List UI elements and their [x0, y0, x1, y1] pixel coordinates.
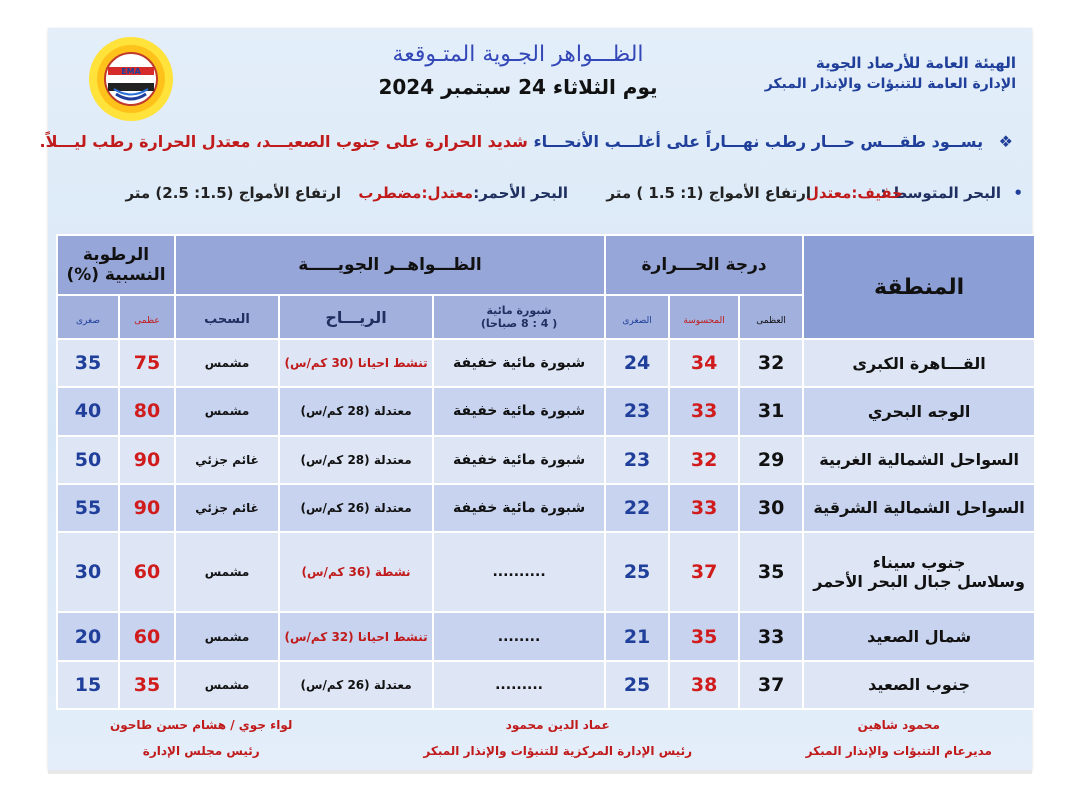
- region-cell: جنوب الصعيد: [803, 661, 1035, 709]
- clouds-cell: غائم جزئي: [175, 436, 279, 484]
- forecast-table: [56, 234, 1036, 710]
- ema-logo: [86, 34, 176, 124]
- fog-cell: شبورة مائية خفيفة: [433, 436, 605, 484]
- wind-cell: معتدلة (28 كم/س): [279, 436, 433, 484]
- hum-min-cell: 40: [57, 387, 119, 435]
- signature-chairman: [110, 718, 292, 758]
- hum-max-cell: 60: [119, 612, 175, 660]
- signature-forecast-director: [806, 718, 992, 758]
- wind-cell: معتدلة (26 كم/س): [279, 661, 433, 709]
- max-cell: 37: [739, 661, 803, 709]
- wind-cell: تنشط احيانا (32 كم/س): [279, 612, 433, 660]
- bullet-icon: •: [1013, 184, 1023, 202]
- region-line1: جنوب سيناء: [872, 553, 966, 573]
- min-cell: 21: [605, 612, 669, 660]
- fog-cell: شبورة مائية خفيفة: [433, 387, 605, 435]
- hum-min-cell: 50: [57, 436, 119, 484]
- humidity-header: الرطوبة النسبية (%): [57, 235, 175, 295]
- table-row: [57, 339, 1035, 387]
- fog-time-header: ( 4 : 8 صباحا): [480, 317, 558, 330]
- region-cell: [803, 532, 1035, 612]
- feels-cell: 38: [669, 661, 739, 709]
- max-cell: 33: [739, 612, 803, 660]
- max-cell: 35: [739, 532, 803, 612]
- clouds-header: السحب: [204, 311, 250, 327]
- table-row: [57, 532, 1035, 612]
- feels-cell: 34: [669, 339, 739, 387]
- clouds-cell: مشمس: [175, 339, 279, 387]
- temperature-header: درجة الحـــرارة: [605, 235, 803, 295]
- min-cell: 25: [605, 532, 669, 612]
- page-shadow: [48, 770, 1032, 774]
- feels-cell: 35: [669, 612, 739, 660]
- hum-min-cell: 30: [57, 532, 119, 612]
- table-row: [57, 387, 1035, 435]
- fog-cell: .........: [433, 661, 605, 709]
- svg-text:EMA: EMA: [121, 67, 141, 76]
- region-line2: وسلاسل جبال البحر الأحمر: [813, 572, 1025, 592]
- clouds-cell: مشمس: [175, 612, 279, 660]
- min-cell: 25: [605, 661, 669, 709]
- weather-summary: [39, 132, 1013, 151]
- feels-temp-header: المحسوسة: [683, 315, 725, 326]
- feels-cell: 37: [669, 532, 739, 612]
- signatory-name: محمود شاهين: [857, 718, 940, 732]
- hum-max-cell: 35: [119, 661, 175, 709]
- wind-cell: معتدلة (26 كم/س): [279, 484, 433, 532]
- red-sea-waves: ارتفاع الأمواج (1.5: 2.5) متر: [125, 184, 341, 202]
- wind-cell: تنشط احيانا (30 كم/س): [279, 339, 433, 387]
- hum-min-cell: 15: [57, 661, 119, 709]
- hum-max-cell: 80: [119, 387, 175, 435]
- forecast-sheet: [39, 28, 1032, 770]
- signatory-name: عماد الدين محمود: [505, 718, 610, 732]
- max-cell: 31: [739, 387, 803, 435]
- min-cell: 24: [605, 339, 669, 387]
- fog-cell: ........: [433, 612, 605, 660]
- signatory-title: رئيس الإدارة المركزية للتنبؤات والإنذار المبكر: [423, 744, 692, 758]
- hum-max-cell: 60: [119, 532, 175, 612]
- red-sea-label: البحر الأحمر:: [473, 184, 568, 202]
- org-name: الهيئة العامة للأرصاد الجوية: [815, 54, 1016, 72]
- max-cell: 32: [739, 339, 803, 387]
- fog-cell: شبورة مائية خفيفة: [433, 339, 605, 387]
- hum-min-header: صغرى: [76, 315, 100, 326]
- signatory-title: رئيس مجلس الإدارة: [142, 744, 260, 758]
- org-department: الإدارة العامة للتنبؤات والإنذار المبكر: [764, 76, 1016, 92]
- region-cell: القـــاهرة الكبرى: [803, 339, 1035, 387]
- region-cell: الوجه البحري: [803, 387, 1035, 435]
- red-sea-state: معتدل:مضطرب: [358, 184, 473, 202]
- region-cell: شمال الصعيد: [803, 612, 1035, 660]
- summary-part1: يســود طقـــس حـــار رطب نهـــاراً على أغلـــب الأنحـــاء: [533, 132, 984, 151]
- region-cell: السواحل الشمالية الشرقية: [803, 484, 1035, 532]
- clouds-cell: مشمس: [175, 532, 279, 612]
- wind-cell: نشطة (36 كم/س): [279, 532, 433, 612]
- phenomena-header: الظـــواهــر الجويـــــة: [175, 235, 605, 295]
- diamond-bullet-icon: ❖: [998, 132, 1013, 151]
- table-row: [57, 436, 1035, 484]
- table-row: [57, 484, 1035, 532]
- table-row: [57, 661, 1035, 709]
- hum-max-cell: 90: [119, 436, 175, 484]
- region-header: المنطقة: [803, 235, 1035, 339]
- min-temp-header: الصغرى: [622, 315, 652, 326]
- min-cell: 22: [605, 484, 669, 532]
- max-cell: 30: [739, 484, 803, 532]
- hum-min-cell: 20: [57, 612, 119, 660]
- med-sea-label: البحر المتوسط :: [880, 184, 1001, 202]
- min-cell: 23: [605, 387, 669, 435]
- clouds-cell: مشمس: [175, 661, 279, 709]
- signatory-name: لواء جوي / هشام حسن طاحون: [110, 718, 293, 732]
- min-cell: 23: [605, 436, 669, 484]
- hum-max-header: عظمى: [134, 315, 160, 326]
- feels-cell: 33: [669, 387, 739, 435]
- fog-cell: ..........: [433, 532, 605, 612]
- max-temp-header: العظمى: [756, 315, 786, 326]
- forecast-date: يوم الثلاثاء 24 سبتمبر 2024: [378, 75, 658, 99]
- wind-cell: معتدلة (28 كم/س): [279, 387, 433, 435]
- header-row-1: [57, 235, 1035, 295]
- feels-cell: 33: [669, 484, 739, 532]
- hum-min-cell: 35: [57, 339, 119, 387]
- hum-max-cell: 90: [119, 484, 175, 532]
- page-title: الظـــواهر الجـوية المتـوقعة: [392, 42, 644, 67]
- hum-max-cell: 75: [119, 339, 175, 387]
- wind-header: الريـــاح: [325, 307, 387, 327]
- signature-central-director: [423, 718, 692, 758]
- fog-header: شبورة مائية: [486, 304, 552, 317]
- summary-part2: شديد الحرارة على جنوب الصعيـــد، معتدل الحرارة رطب ليـــلاً.: [39, 132, 528, 151]
- clouds-cell: مشمس: [175, 387, 279, 435]
- signatory-title: مديرعام التنبؤات والإنذار المبكر: [805, 744, 992, 758]
- hum-min-cell: 55: [57, 484, 119, 532]
- region-cell: السواحل الشمالية الغربية: [803, 436, 1035, 484]
- feels-cell: 32: [669, 436, 739, 484]
- med-sea-waves: ارتفاع الأمواج (1: 1.5 ) متر: [606, 184, 811, 202]
- clouds-cell: غائم جزئي: [175, 484, 279, 532]
- fog-cell: شبورة مائية خفيفة: [433, 484, 605, 532]
- table-row: [57, 612, 1035, 660]
- max-cell: 29: [739, 436, 803, 484]
- organization-block: [765, 54, 1016, 92]
- med-sea-state: خفيف:معتدل: [805, 184, 903, 202]
- title-block: [318, 42, 718, 99]
